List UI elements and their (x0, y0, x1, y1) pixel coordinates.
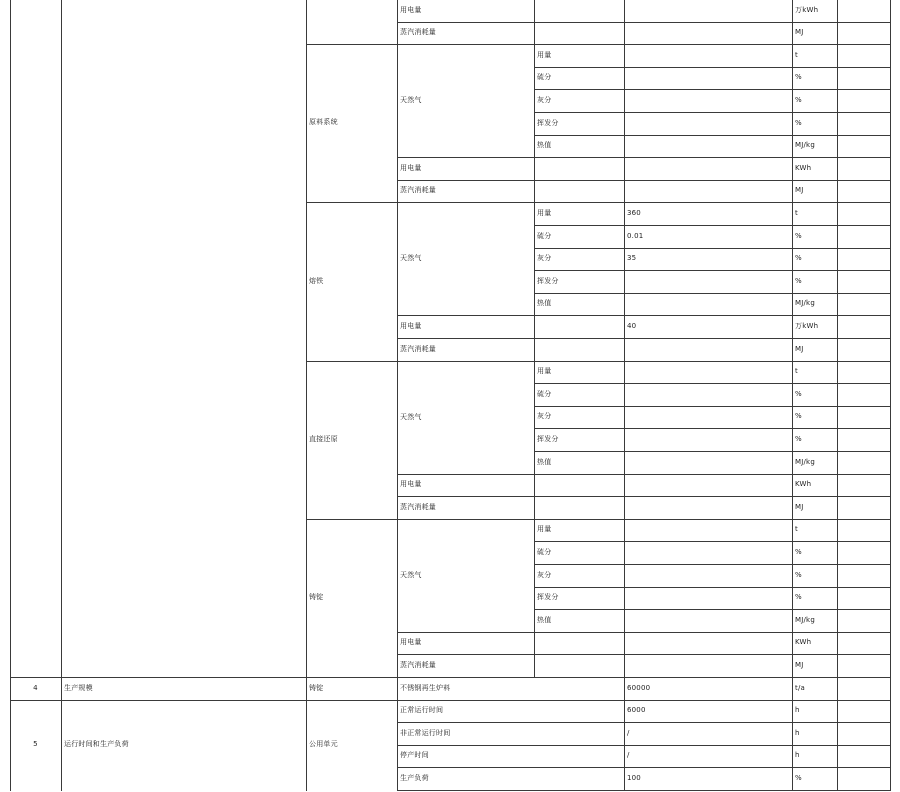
property-unit: % (795, 571, 802, 579)
property-label: 灰分 (537, 254, 552, 262)
property-unit: t (795, 367, 798, 375)
section-name: 直接还原 (309, 435, 338, 443)
table-rule (397, 44, 891, 45)
table-rule (624, 361, 625, 475)
row-item: 运行时间和生产负荷 (64, 740, 129, 748)
energy-label: 蒸汽消耗量 (400, 661, 436, 669)
energy-label: 蒸汽消耗量 (400, 345, 436, 353)
capacity-label: 不锈钢再生炉料 (400, 684, 451, 692)
table-rule (397, 338, 891, 339)
property-label: 硫分 (537, 548, 552, 556)
energy-unit: MJ (795, 503, 804, 511)
energy-label: 用电量 (400, 638, 422, 646)
table-rule (10, 0, 11, 791)
row-number: 5 (33, 740, 38, 748)
capacity-unit: t/a (795, 684, 805, 692)
table-rule (534, 609, 891, 610)
energy-label: 用电量 (400, 480, 422, 488)
table-rule (624, 519, 625, 633)
table-rule (306, 0, 307, 791)
property-label: 用量 (537, 367, 552, 375)
property-unit: % (795, 254, 802, 262)
energy-unit: MJ (795, 661, 804, 669)
fuel-label-natural-gas: 天然气 (400, 571, 422, 579)
table-rule (624, 745, 625, 768)
table-rule (534, 202, 535, 316)
table-rule (397, 361, 891, 362)
property-label: 热值 (537, 458, 552, 466)
operation-value: 100 (627, 774, 641, 782)
property-unit: % (795, 96, 802, 104)
table-rule (397, 722, 891, 723)
energy-label: 用电量 (400, 164, 422, 172)
table-rule (534, 248, 891, 249)
table-rule (624, 315, 625, 339)
table-rule (624, 180, 625, 203)
property-label: 用量 (537, 51, 552, 59)
table-rule (534, 315, 535, 339)
table-rule (534, 428, 891, 429)
energy-unit: KWh (795, 638, 812, 646)
table-rule (397, 767, 891, 768)
operation-unit: h (795, 706, 800, 714)
table-rule (624, 700, 625, 723)
property-label: 灰分 (537, 96, 552, 104)
table-rule (624, 44, 625, 158)
energy-label: 用电量 (400, 6, 422, 14)
row-item: 生产规模 (64, 684, 93, 692)
table-rule (624, 157, 625, 181)
property-label: 灰分 (537, 412, 552, 420)
property-unit: % (795, 435, 802, 443)
table-rule (397, 745, 891, 746)
section-name: 铸锭 (309, 593, 324, 601)
property-value: 360 (627, 209, 641, 217)
table-rule (534, 225, 891, 226)
energy-unit: MJ (795, 186, 804, 194)
table-rule (534, 519, 535, 633)
property-unit: % (795, 412, 802, 420)
table-rule (624, 632, 625, 655)
table-rule (534, 632, 535, 655)
fuel-label-natural-gas: 天然气 (400, 96, 422, 104)
row-number: 4 (33, 684, 38, 692)
property-unit: MJ/kg (795, 141, 815, 149)
table-rule (624, 474, 625, 497)
table-rule (624, 0, 625, 23)
operation-value: / (627, 751, 630, 759)
table-rule (792, 0, 793, 791)
property-label: 挥发分 (537, 119, 559, 127)
table-rule (624, 722, 625, 746)
table-rule (624, 677, 625, 701)
energy-unit: MJ (795, 345, 804, 353)
property-unit: MJ/kg (795, 299, 815, 307)
table-rule (624, 496, 625, 520)
property-label: 用量 (537, 209, 552, 217)
property-unit: % (795, 119, 802, 127)
property-value: 35 (627, 254, 637, 262)
property-unit: MJ/kg (795, 616, 815, 624)
property-label: 硫分 (537, 73, 552, 81)
section-name: 熔铁 (309, 277, 324, 285)
table-rule (534, 474, 535, 497)
property-label: 挥发分 (537, 277, 559, 285)
table-rule (397, 157, 891, 158)
operation-unit: h (795, 729, 800, 737)
operation-label: 停产时间 (400, 751, 429, 759)
table-rule (534, 22, 535, 45)
table-rule (534, 361, 535, 475)
operation-label: 非正常运行时间 (400, 729, 451, 737)
table-rule (534, 383, 891, 384)
energy-unit: 万kWh (795, 6, 819, 14)
table-rule (890, 0, 891, 791)
table-rule (624, 22, 625, 45)
property-label: 硫分 (537, 390, 552, 398)
table-rule (397, 654, 891, 655)
operation-value: 6000 (627, 706, 646, 714)
energy-label: 蒸汽消耗量 (400, 186, 436, 194)
table-rule (624, 338, 625, 362)
property-unit: % (795, 548, 802, 556)
table-rule (534, 180, 535, 203)
operation-label: 正常运行时间 (400, 706, 444, 714)
table-rule (397, 632, 891, 633)
table-rule (534, 541, 891, 542)
property-unit: t (795, 209, 798, 217)
property-label: 热值 (537, 299, 552, 307)
energy-label: 蒸汽消耗量 (400, 28, 436, 36)
table-rule (837, 0, 838, 791)
table-rule (10, 677, 891, 678)
table-rule (534, 496, 535, 520)
property-label: 用量 (537, 525, 552, 533)
table-rule (61, 0, 62, 791)
table-rule (534, 587, 891, 588)
property-unit: % (795, 593, 802, 601)
property-unit: % (795, 277, 802, 285)
table-rule (534, 654, 535, 678)
table-rule (534, 451, 891, 452)
property-label: 挥发分 (537, 593, 559, 601)
table-rule (534, 89, 891, 90)
unit-name: 铸锭 (309, 684, 324, 692)
table-rule (397, 496, 891, 497)
table-rule (534, 112, 891, 113)
property-label: 热值 (537, 141, 552, 149)
table-rule (397, 22, 891, 23)
property-unit: t (795, 51, 798, 59)
property-value: 0.01 (627, 232, 644, 240)
property-unit: t (795, 525, 798, 533)
table-rule (534, 0, 535, 23)
energy-unit: KWh (795, 164, 812, 172)
table-rule (10, 700, 891, 701)
table-rule (534, 44, 535, 158)
fuel-label-natural-gas: 天然气 (400, 413, 422, 421)
table-rule (397, 0, 398, 791)
table-rule (624, 767, 625, 791)
table-rule (624, 202, 625, 316)
operation-unit: h (795, 751, 800, 759)
fuel-label-natural-gas: 天然气 (400, 254, 422, 262)
section-name: 原料系统 (309, 118, 338, 126)
table-rule (534, 67, 891, 68)
table-rule (534, 270, 891, 271)
operation-unit: % (795, 774, 802, 782)
table-rule (397, 790, 891, 791)
energy-label: 蒸汽消耗量 (400, 503, 436, 511)
table-rule (534, 135, 891, 136)
table-rule (534, 338, 535, 362)
property-label: 硫分 (537, 232, 552, 240)
table-rule (397, 519, 891, 520)
table-rule (534, 157, 535, 181)
energy-unit: MJ (795, 28, 804, 36)
table-rule (624, 654, 625, 678)
energy-value: 40 (627, 322, 637, 330)
capacity-value: 60000 (627, 684, 651, 692)
operation-value: / (627, 729, 630, 737)
table-rule (534, 293, 891, 294)
table-rule (397, 180, 891, 181)
energy-unit: 万kWh (795, 322, 819, 330)
operation-label: 生产负荷 (400, 774, 429, 782)
property-unit: MJ/kg (795, 458, 815, 466)
property-unit: % (795, 232, 802, 240)
property-label: 挥发分 (537, 435, 559, 443)
property-label: 灰分 (537, 571, 552, 579)
property-unit: % (795, 390, 802, 398)
property-label: 热值 (537, 616, 552, 624)
energy-unit: KWh (795, 480, 812, 488)
table-rule (397, 202, 891, 203)
table-rule (397, 315, 891, 316)
property-unit: % (795, 73, 802, 81)
table-rule (397, 474, 891, 475)
table-rule (534, 564, 891, 565)
unit-name: 公用单元 (309, 740, 338, 748)
energy-label: 用电量 (400, 322, 422, 330)
table-rule (534, 406, 891, 407)
